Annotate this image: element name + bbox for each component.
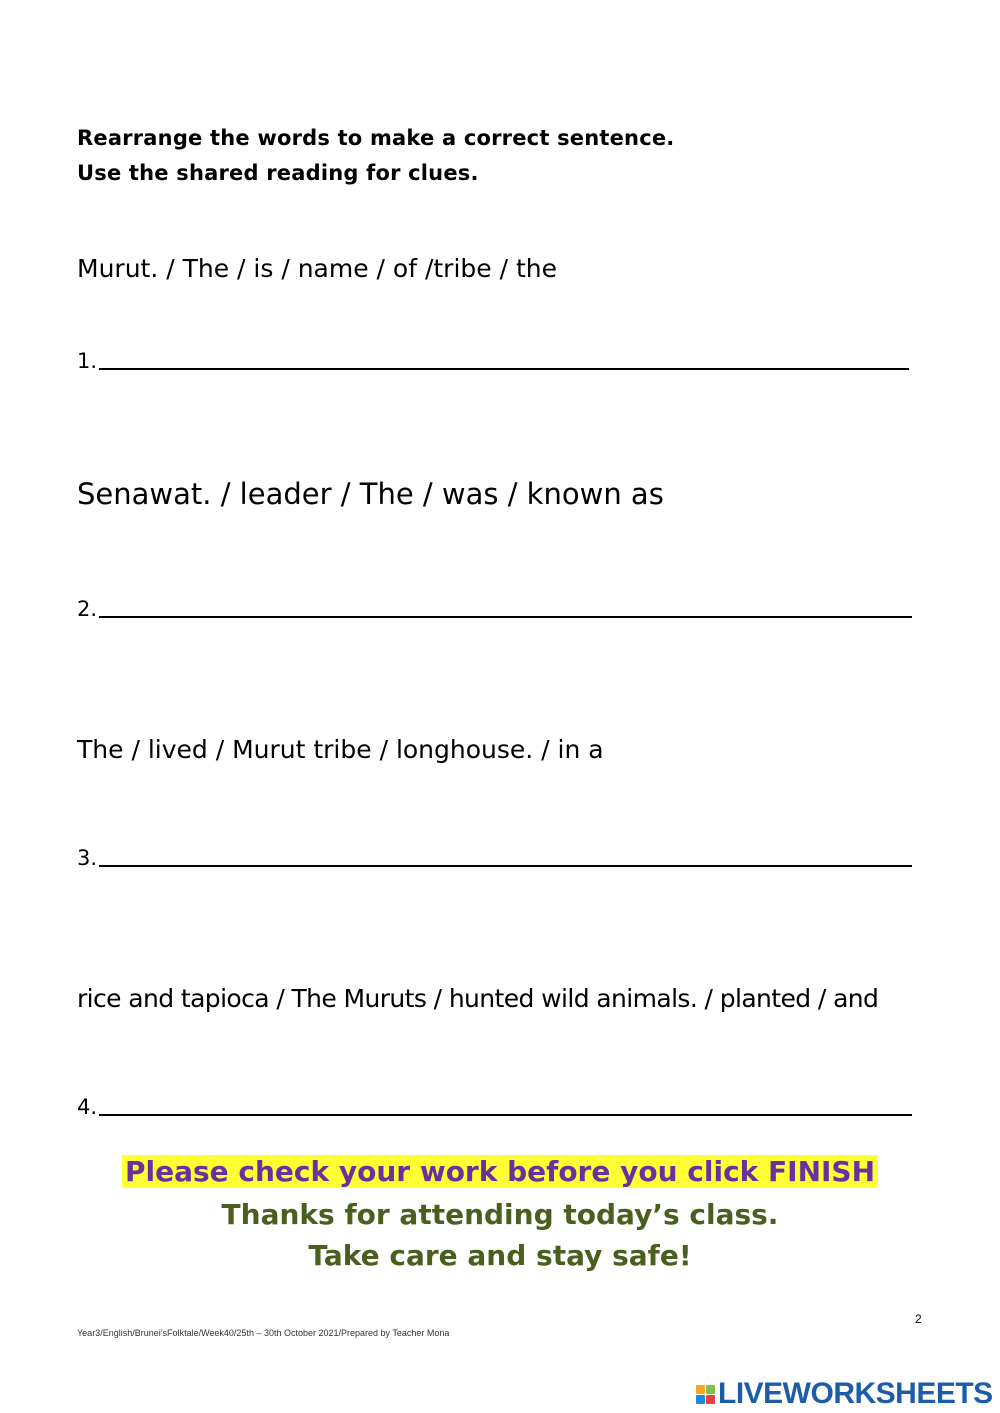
- footnote: Year3/English/Brunei’sFolktale/Week40/25th – 30th October 2021/Prepared by Teacher Mona: [77, 1328, 450, 1338]
- question-3-prompt: The / lived / Murut tribe / longhouse. / in a: [77, 735, 604, 764]
- page-number: 2: [915, 1312, 922, 1326]
- answer-field-1[interactable]: [99, 368, 909, 370]
- answer-row-2: [77, 590, 912, 620]
- answer-row-1: [77, 342, 909, 372]
- answer-number-3: 3.: [77, 846, 98, 870]
- answer-row-3: [77, 839, 912, 869]
- logo-text: LIVEWORKSHEETS: [718, 1377, 993, 1410]
- check-work-message: [0, 1155, 1000, 1188]
- logo-square: [706, 1385, 715, 1394]
- answer-field-4[interactable]: [99, 1114, 912, 1116]
- question-4-prompt: rice and tapioca / The Muruts / hunted wild animals. / planted / and: [77, 984, 879, 1013]
- stay-safe-message: Take care and stay safe!: [308, 1239, 692, 1272]
- answer-row-4: [77, 1088, 912, 1118]
- liveworksheets-logo[interactable]: [696, 1377, 993, 1411]
- logo-square: [696, 1385, 705, 1394]
- question-1-prompt: Murut. / The / is / name / of /tribe / the: [77, 254, 558, 283]
- check-work-text: Please check your work before you click FINISH: [122, 1155, 878, 1188]
- answer-number-1: 1.: [77, 349, 98, 373]
- thanks-message: Thanks for attending today’s class.: [221, 1198, 779, 1231]
- answer-number-2: 2.: [77, 597, 98, 621]
- question-2-prompt: Senawat. / leader / The / was / known as: [77, 477, 664, 511]
- logo-square: [696, 1395, 705, 1404]
- instructions-line-2: Use the shared reading for clues.: [77, 161, 479, 185]
- answer-field-3[interactable]: [99, 865, 912, 867]
- answer-field-2[interactable]: [99, 616, 912, 618]
- logo-mark-icon: [696, 1385, 715, 1404]
- logo-square: [706, 1395, 715, 1404]
- instructions-line-1: Rearrange the words to make a correct sentence.: [77, 126, 675, 150]
- answer-number-4: 4.: [77, 1095, 98, 1119]
